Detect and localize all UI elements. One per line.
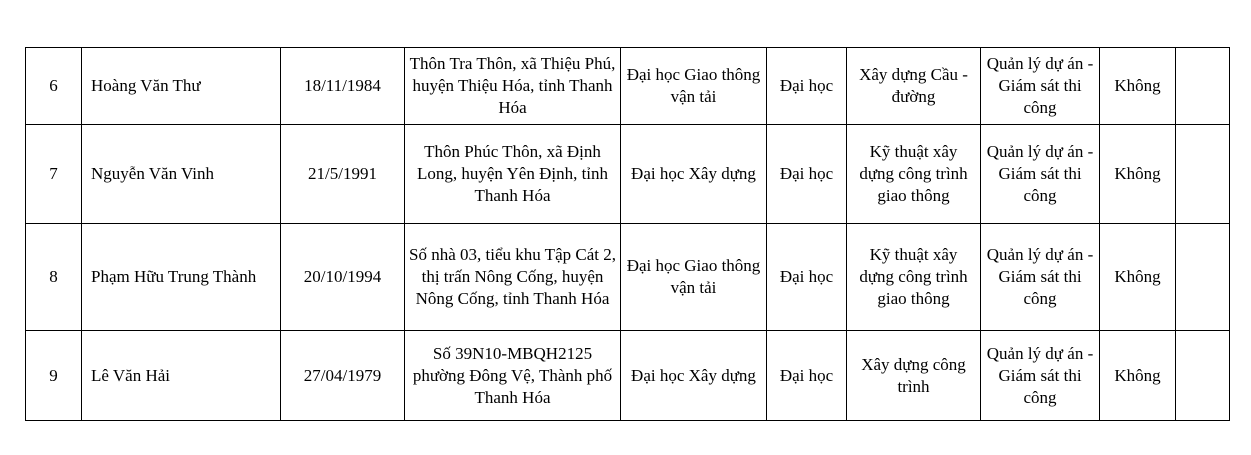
cell-dob: 18/11/1984	[281, 48, 405, 125]
cell-note: Không	[1100, 125, 1176, 224]
cell-major: Kỹ thuật xây dựng công trình giao thông	[847, 224, 981, 331]
cell-address: Thôn Tra Thôn, xã Thiệu Phú, huyện Thiệu Hóa, tỉnh Thanh Hóa	[405, 48, 621, 125]
cell-stt: 7	[26, 125, 82, 224]
table-row	[26, 224, 1230, 331]
cell-level: Đại học	[767, 125, 847, 224]
cell-dob: 21/5/1991	[281, 125, 405, 224]
table-row	[26, 125, 1230, 224]
cell-address: Thôn Phúc Thôn, xã Định Long, huyện Yên Định, tỉnh Thanh Hóa	[405, 125, 621, 224]
cell-level: Đại học	[767, 48, 847, 125]
cell-address: Số nhà 03, tiểu khu Tập Cát 2, thị trấn Nông Cống, huyện Nông Cống, tỉnh Thanh Hóa	[405, 224, 621, 331]
cell-major: Xây dựng Cầu - đường	[847, 48, 981, 125]
cell-school: Đại học Giao thông vận tải	[621, 224, 767, 331]
cell-extra	[1176, 125, 1230, 224]
cell-role: Quản lý dự án - Giám sát thi công	[981, 331, 1100, 421]
cell-school: Đại học Giao thông vận tải	[621, 48, 767, 125]
cell-extra	[1176, 48, 1230, 125]
table-row	[26, 48, 1230, 125]
cell-role: Quản lý dự án - Giám sát thi công	[981, 224, 1100, 331]
cell-school: Đại học Xây dựng	[621, 331, 767, 421]
cell-name: Lê Văn Hải	[82, 331, 281, 421]
table-row	[26, 331, 1230, 421]
cell-address: Số 39N10-MBQH2125 phường Đông Vệ, Thành phố Thanh Hóa	[405, 331, 621, 421]
cell-note: Không	[1100, 331, 1176, 421]
cell-extra	[1176, 331, 1230, 421]
cell-stt: 9	[26, 331, 82, 421]
cell-note: Không	[1100, 224, 1176, 331]
cell-major: Kỹ thuật xây dựng công trình giao thông	[847, 125, 981, 224]
cell-extra	[1176, 224, 1230, 331]
cell-dob: 27/04/1979	[281, 331, 405, 421]
cell-stt: 8	[26, 224, 82, 331]
cell-note: Không	[1100, 48, 1176, 125]
cell-role: Quản lý dự án - Giám sát thi công	[981, 125, 1100, 224]
cell-role: Quản lý dự án - Giám sát thi công	[981, 48, 1100, 125]
cell-name: Nguyễn Văn Vinh	[82, 125, 281, 224]
cell-dob: 20/10/1994	[281, 224, 405, 331]
cell-name: Hoàng Văn Thư	[82, 48, 281, 125]
cell-school: Đại học Xây dựng	[621, 125, 767, 224]
cell-stt: 6	[26, 48, 82, 125]
cell-name: Phạm Hữu Trung Thành	[82, 224, 281, 331]
staff-table	[25, 47, 1230, 421]
cell-level: Đại học	[767, 224, 847, 331]
cell-level: Đại học	[767, 331, 847, 421]
cell-major: Xây dựng công trình	[847, 331, 981, 421]
